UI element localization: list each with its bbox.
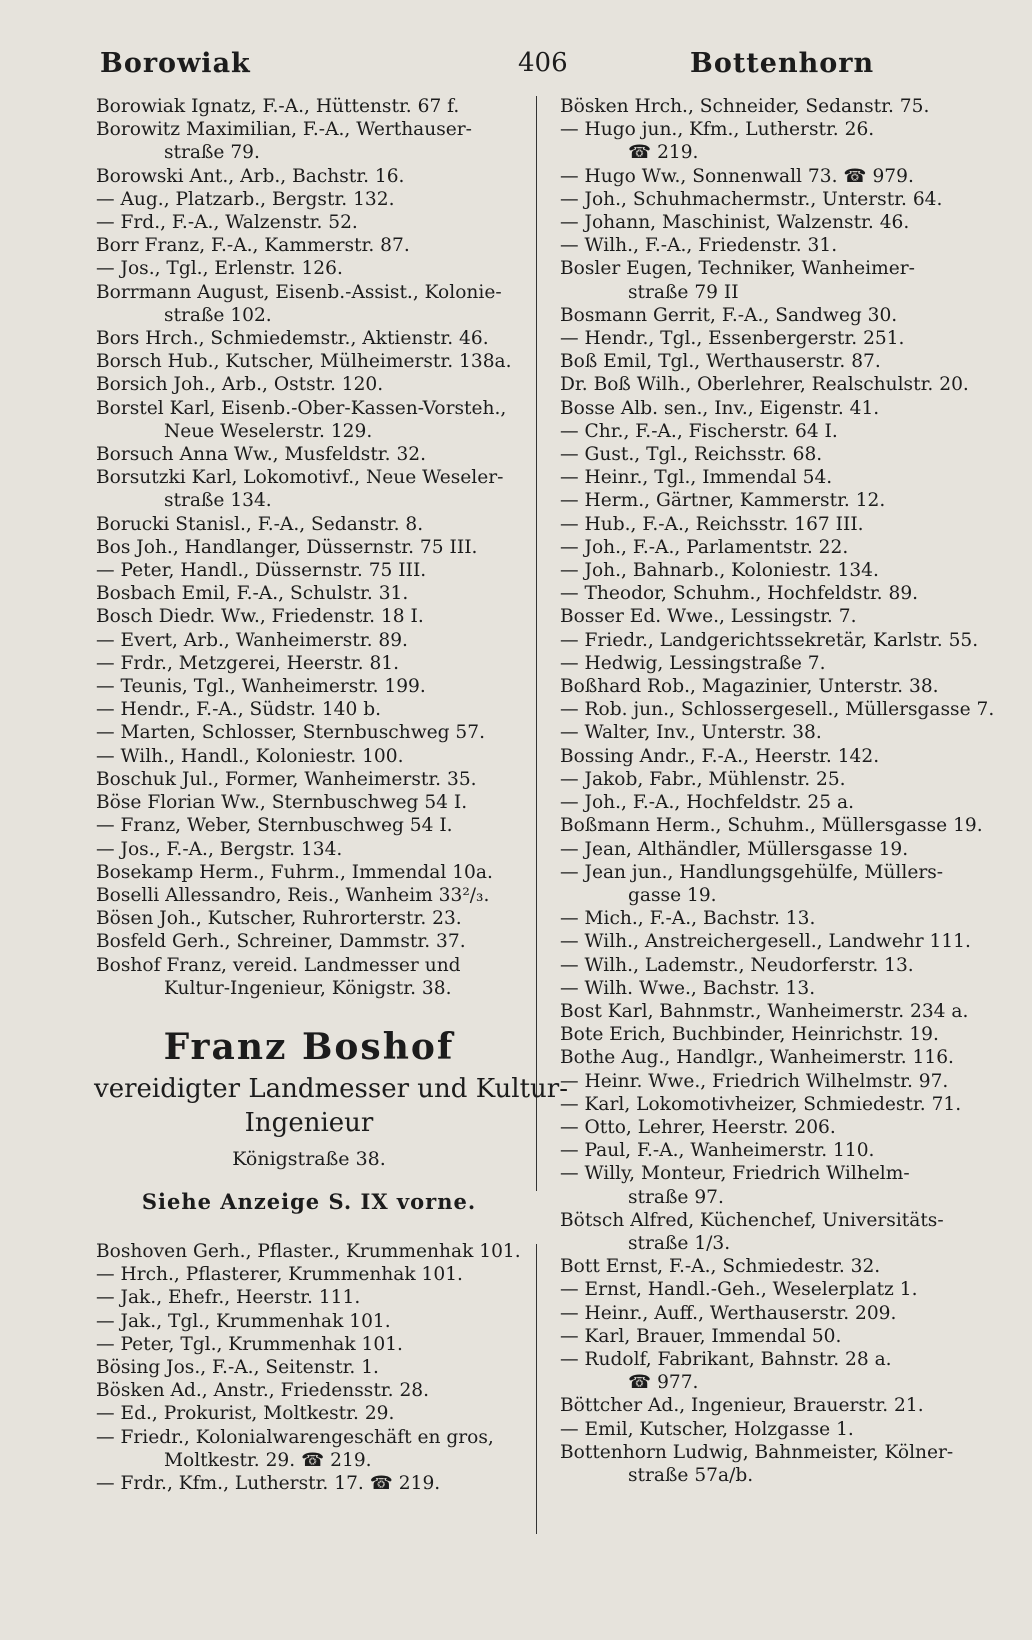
directory-entry: — Aug., Platzarb., Bergstr. 132.: [96, 188, 395, 210]
directory-entry-continuation: gasse 19.: [628, 884, 717, 906]
directory-entry: — Jean, Althändler, Müllersgasse 19.: [560, 838, 909, 860]
directory-entry: — Marten, Schlosser, Sternbuschweg 57.: [96, 722, 485, 744]
directory-entry: — Wilh., Lademstr., Neudorferstr. 13.: [560, 954, 914, 976]
column-divider-top: [536, 96, 537, 1191]
directory-entry: — Karl, Lokomotivheizer, Schmiedestr. 71.: [560, 1093, 962, 1115]
directory-entry: Bosler Eugen, Techniker, Wanheimer-: [560, 258, 915, 280]
directory-entry: Bottenhorn Ludwig, Bahnmeister, Kölner-: [560, 1441, 954, 1463]
directory-entry: Bott Ernst, F.-A., Schmiedestr. 32.: [560, 1256, 881, 1278]
page-number: 406: [518, 48, 568, 78]
directory-entry: Borsch Hub., Kutscher, Mülheimerstr. 138a.: [96, 351, 512, 373]
directory-entry: — Paul, F.-A., Wanheimerstr. 110.: [560, 1140, 875, 1162]
directory-entry: Borstel Karl, Eisenb.-Ober-Kassen-Vorsteh.,: [96, 397, 507, 419]
directory-entry-continuation: straße 102.: [164, 304, 272, 326]
directory-entry: — Heinr., Auff., Werthauserstr. 209.: [560, 1302, 897, 1324]
directory-entry: — Herm., Gärtner, Kammerstr. 12.: [560, 490, 886, 512]
ad-address: Königstraße 38.: [232, 1147, 386, 1170]
directory-entry: Bösen Joh., Kutscher, Ruhrorterstr. 23.: [96, 908, 462, 930]
directory-entry: — Walter, Inv., Unterstr. 38.: [560, 722, 822, 744]
right-column: [560, 95, 995, 1487]
advertisement: [94, 1022, 569, 1218]
directory-entry: — Wilh., Handl., Koloniestr. 100.: [96, 745, 404, 767]
directory-entry: — Peter, Handl., Düssernstr. 75 III.: [96, 560, 427, 582]
directory-entry-continuation: Moltkestr. 29. ☎ 219.: [164, 1449, 372, 1471]
directory-entry: Bösken Hrch., Schneider, Sedanstr. 75.: [560, 96, 930, 117]
directory-entry: Bötsch Alfred, Küchenchef, Universitäts-: [560, 1209, 944, 1231]
directory-entry: — Friedr., Landgerichtssekretär, Karlstr. 55.: [560, 629, 979, 651]
directory-entry: — Evert, Arb., Wanheimerstr. 89.: [96, 629, 408, 651]
directory-entry-continuation: straße 79 II: [628, 281, 739, 303]
left-column: [94, 95, 569, 1495]
directory-entry: — Hugo Ww., Sonnenwall 73. ☎ 979.: [560, 165, 914, 187]
directory-entry: — Frdr., Kfm., Lutherstr. 17. ☎ 219.: [96, 1472, 441, 1494]
directory-entry-continuation: straße 57a/b.: [628, 1464, 754, 1486]
directory-entry: — Jean jun., Handlungsgehülfe, Müllers-: [560, 861, 944, 883]
directory-entry-continuation: straße 79.: [164, 142, 260, 164]
directory-entry: — Heinr., Tgl., Immendal 54.: [560, 467, 833, 489]
directory-entry: — Mich., F.-A., Bachstr. 13.: [560, 908, 816, 930]
directory-entry: — Teunis, Tgl., Wanheimerstr. 199.: [96, 676, 426, 698]
directory-entry: — Frd., F.-A., Walzenstr. 52.: [96, 212, 358, 234]
directory-entry: Bothe Aug., Handlgr., Wanheimerstr. 116.: [560, 1047, 954, 1069]
directory-entry: Borsutzki Karl, Lokomotivf., Neue Weseler-: [96, 467, 504, 489]
directory-entry: Bösken Ad., Anstr., Friedensstr. 28.: [96, 1380, 430, 1402]
directory-entry: Bos Joh., Handlanger, Düssernstr. 75 III.: [96, 536, 478, 558]
directory-entry: Bosser Ed. Wwe., Lessingstr. 7.: [560, 606, 857, 628]
directory-entry: — Jos., F.-A., Bergstr. 134.: [96, 838, 343, 860]
directory-entry: Dr. Boß Wilh., Oberlehrer, Realschulstr. 20.: [560, 374, 969, 396]
directory-entry: Boshof Franz, vereid. Landmesser und: [96, 954, 461, 976]
directory-entry: — Hugo jun., Kfm., Lutherstr. 26.: [560, 119, 875, 141]
directory-entry-continuation: straße 1/3.: [628, 1232, 731, 1254]
directory-entry: Bösing Jos., F.-A., Seitenstr. 1.: [96, 1356, 379, 1378]
directory-entry: Boshoven Gerh., Pflaster., Krummenhak 101.: [96, 1240, 521, 1262]
directory-entry: — Rob. jun., Schlossergesell., Müllersgasse 7.: [560, 699, 995, 721]
directory-entry: Bors Hrch., Schmiedemstr., Aktienstr. 46.: [96, 328, 489, 350]
directory-entry: Bosfeld Gerh., Schreiner, Dammstr. 37.: [96, 931, 466, 953]
directory-entry: — Theodor, Schuhm., Hochfeldstr. 89.: [560, 583, 919, 605]
column-divider-bottom: [536, 1244, 537, 1534]
directory-entry-continuation: ☎ 977.: [628, 1372, 699, 1394]
directory-entry: — Jos., Tgl., Erlenstr. 126.: [96, 258, 343, 280]
directory-entry: Böse Florian Ww., Sternbuschweg 54 I.: [96, 792, 468, 814]
header-left-keyword: Borowiak: [100, 48, 251, 79]
directory-entry: Boß Emil, Tgl., Werthauserstr. 87.: [560, 351, 881, 373]
directory-entry: — Friedr., Kolonialwarengeschäft en gros,: [96, 1426, 494, 1448]
directory-entry: Boßmann Herm., Schuhm., Müllersgasse 19.: [560, 815, 983, 837]
directory-entry: — Wilh., Anstreichergesell., Landwehr 111.: [560, 931, 971, 953]
directory-entry: Boselli Allessandro, Reis., Wanheim 33²/₃.: [96, 884, 490, 906]
directory-entry: — Wilh. Wwe., Bachstr. 13.: [560, 977, 816, 999]
directory-entry: Bosbach Emil, F.-A., Schulstr. 31.: [96, 583, 409, 605]
directory-entry: — Peter, Tgl., Krummenhak 101.: [96, 1333, 403, 1355]
directory-entry: Borsuch Anna Ww., Musfeldstr. 32.: [96, 444, 427, 466]
directory-entry: — Ed., Prokurist, Moltkestr. 29.: [96, 1403, 395, 1425]
directory-entry: — Chr., F.-A., Fischerstr. 64 I.: [560, 420, 838, 442]
directory-entry-continuation: Neue Weselerstr. 129.: [164, 420, 373, 442]
directory-entry: — Heinr. Wwe., Friedrich Wilhelmstr. 97.: [560, 1070, 949, 1092]
directory-entry: Borucki Stanisl., F.-A., Sedanstr. 8.: [96, 513, 424, 535]
directory-entry: Bosse Alb. sen., Inv., Eigenstr. 41.: [560, 397, 880, 419]
directory-entry: — Emil, Kutscher, Holzgasse 1.: [560, 1418, 854, 1440]
directory-entry: — Franz, Weber, Sternbuschweg 54 I.: [96, 815, 453, 837]
directory-entry: — Jak., Tgl., Krummenhak 101.: [96, 1310, 391, 1332]
directory-entry: — Hendr., Tgl., Essenbergerstr. 251.: [560, 328, 905, 350]
directory-entry: Bosekamp Herm., Fuhrm., Immendal 10a.: [96, 861, 493, 883]
directory-entry: Boschuk Jul., Former, Wanheimerstr. 35.: [96, 768, 477, 790]
directory-entry: — Hrch., Pflasterer, Krummenhak 101.: [96, 1264, 463, 1286]
directory-entry: Bote Erich, Buchbinder, Heinrichstr. 19.: [560, 1024, 939, 1046]
ad-name: Franz Boshof: [163, 1025, 455, 1068]
directory-entry-continuation: Kultur-Ingenieur, Königstr. 38.: [164, 977, 452, 999]
directory-entry: — Hendr., F.-A., Südstr. 140 b.: [96, 699, 382, 721]
directory-entry: — Willy, Monteur, Friedrich Wilhelm-: [560, 1163, 910, 1185]
directory-entry: — Joh., Bahnarb., Koloniestr. 134.: [560, 560, 879, 582]
ad-title-line: vereidigter Landmesser und Kultur-: [94, 1073, 569, 1104]
directory-entry: Borowski Ant., Arb., Bachstr. 16.: [96, 165, 405, 187]
directory-entry: — Jak., Ehefr., Heerstr. 111.: [96, 1287, 361, 1309]
directory-entry-continuation: straße 97.: [628, 1186, 724, 1208]
ad-title-line: Ingenieur: [244, 1107, 374, 1138]
directory-entry: — Frdr., Metzgerei, Heerstr. 81.: [96, 652, 400, 674]
directory-entry: Borowitz Maximilian, F.-A., Werthauser-: [96, 119, 472, 141]
directory-entry: Borrmann August, Eisenb.-Assist., Kolonie-: [96, 281, 502, 303]
directory-entry: — Karl, Brauer, Immendal 50.: [560, 1325, 842, 1347]
left-entries-top: [96, 95, 521, 1000]
left-entries-bottom: [96, 1240, 521, 1495]
directory-entry: — Jakob, Fabr., Mühlenstr. 25.: [560, 768, 846, 790]
directory-entry: — Gust., Tgl., Reichsstr. 68.: [560, 444, 823, 466]
directory-entry: — Otto, Lehrer, Heerstr. 206.: [560, 1116, 836, 1138]
directory-entry: Bossing Andr., F.-A., Heerstr. 142.: [560, 745, 880, 767]
directory-entry: — Hedwig, Lessingstraße 7.: [560, 652, 826, 674]
directory-entry: Borr Franz, F.-A., Kammerstr. 87.: [96, 235, 410, 257]
directory-entry: — Joh., Schuhmachermstr., Unterstr. 64.: [560, 188, 943, 210]
directory-entry: — Joh., F.-A., Hochfeldstr. 25 a.: [560, 792, 854, 814]
directory-entry: Borowiak Ignatz, F.-A., Hüttenstr. 67 f.: [96, 96, 460, 117]
directory-entry: Boßhard Rob., Magazinier, Unterstr. 38.: [560, 676, 939, 698]
directory-entry: — Johann, Maschinist, Walzenstr. 46.: [560, 212, 910, 234]
directory-entry: Bost Karl, Bahnmstr., Wanheimerstr. 234 a.: [560, 1000, 969, 1022]
directory-entry: — Ernst, Handl.-Geh., Weselerplatz 1.: [560, 1279, 918, 1301]
header-right-keyword: Bottenhorn: [690, 48, 875, 79]
page-header: [0, 48, 1032, 88]
directory-entry: — Hub., F.-A., Reichsstr. 167 III.: [560, 513, 864, 535]
directory-entry: — Joh., F.-A., Parlamentstr. 22.: [560, 536, 849, 558]
directory-entry-continuation: ☎ 219.: [628, 142, 699, 164]
directory-entry: Bosmann Gerrit, F.-A., Sandweg 30.: [560, 304, 898, 326]
directory-entry: — Wilh., F.-A., Friedenstr. 31.: [560, 235, 838, 257]
directory-entry: Böttcher Ad., Ingenieur, Brauerstr. 21.: [560, 1395, 924, 1417]
directory-entry: Borsich Joh., Arb., Oststr. 120.: [96, 374, 384, 396]
directory-entry: Bosch Diedr. Ww., Friedenstr. 18 I.: [96, 606, 424, 628]
directory-entry-continuation: straße 134.: [164, 490, 272, 512]
directory-entry: — Rudolf, Fabrikant, Bahnstr. 28 a.: [560, 1348, 892, 1370]
ad-reference: Siehe Anzeige S. IX vorne.: [141, 1188, 477, 1214]
